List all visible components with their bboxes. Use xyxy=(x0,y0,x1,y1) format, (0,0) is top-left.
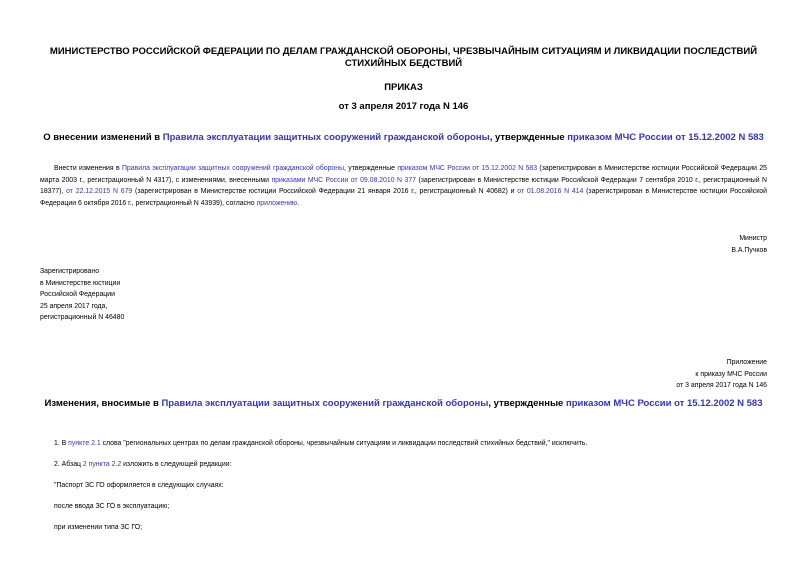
registration-line: в Министерстве юстиции xyxy=(40,279,121,287)
intro-link-order-679[interactable]: от 22.12.2015 N 679 xyxy=(66,188,133,195)
change-item-4: после ввода ЗС ГО в эксплуатацию; xyxy=(54,503,170,510)
doc-date: от 3 апреля 2017 года N 146 xyxy=(338,101,469,112)
subject-text-pre: О внесении изменений в xyxy=(43,132,163,143)
signature-name: В.А.Пучков xyxy=(731,246,767,254)
subject-link-order[interactable]: приказом МЧС России от 15.12.2002 N 583 xyxy=(567,132,764,143)
changes-text-mid: , утвержденные xyxy=(488,398,566,409)
intro-link-order-377[interactable]: приказами МЧС России от 09.08.2010 N 377 xyxy=(271,176,416,184)
change-item-1 xyxy=(54,438,767,450)
intro-text: Внести изменения в xyxy=(54,165,122,172)
intro-text: (зарегистрирован в Министерстве юстиции Российской Федерации 6 октября 2016 г., регистрационный N 43939), согласно xyxy=(40,188,767,207)
ministry-header: МИНИСТЕРСТВО РОССИЙСКОЙ ФЕДЕРАЦИИ ПО ДЕЛАМ ГРАЖДАНСКОЙ ОБОРОНЫ, ЧРЕЗВЫЧАЙНЫМ СИТУАЦИЯМ И ЛИКВИДАЦИИ ПОСЛЕДСТВИЙ СТИХИЙНЫХ БЕДСТВИЙ xyxy=(49,46,758,69)
item-link-point-2-1[interactable]: пункте 2.1 xyxy=(68,440,101,447)
intro-link-order-583[interactable]: приказом МЧС России от 15.12.2002 N 583 xyxy=(397,165,538,172)
item-text: 2. Абзац xyxy=(54,461,83,468)
intro-paragraph xyxy=(40,163,767,209)
registration-line: 25 апреля 2017 года, xyxy=(40,302,108,310)
item-link-paragraph-2[interactable]: 2 xyxy=(82,461,87,468)
changes-title xyxy=(0,398,807,409)
doc-type: ПРИКАЗ xyxy=(384,82,423,93)
intro-link-order-414[interactable]: от 01.08.2016 N 414 xyxy=(517,188,584,195)
subject-link-rules[interactable]: Правила эксплуатации защитных сооружений гражданской обороны xyxy=(162,132,490,143)
registration-line: Российской Федерации xyxy=(40,291,115,298)
intro-text: (зарегистрирован в Министерстве юстиции Российской Федерации 25 марта 2003 г., регистрационный N 4317), с изменениями, внесенными xyxy=(40,165,767,184)
intro-text: (зарегистрирован в Министерстве юстиции Российской Федерации 21 января 2016 г., регистрационный N 40682) и xyxy=(132,188,518,195)
registration-block xyxy=(40,266,260,324)
appendix-ref-line: от 3 апреля 2017 года N 146 xyxy=(676,382,767,389)
item-link-point-2-2[interactable]: пункта 2.2 xyxy=(88,461,122,468)
change-item-2 xyxy=(54,459,767,471)
intro-text: . xyxy=(297,199,300,207)
appendix-ref-line: Приложение xyxy=(726,359,767,366)
intro-text: (зарегистрирован в Министерстве юстиции Российской Федерации 7 сентября 2010 г., регистрационный N 18377), xyxy=(40,176,768,195)
intro-link-appendix[interactable]: приложению xyxy=(256,199,298,207)
subject-text-mid: , утвержденные xyxy=(489,132,568,143)
subject-title xyxy=(0,132,807,143)
appendix-ref-line: к приказу МЧС России xyxy=(695,370,767,378)
intro-link-rules[interactable]: Правила эксплуатации защитных сооружений гражданской обороны xyxy=(121,165,345,172)
change-item-3: "Паспорт ЗС ГО оформляется в следующих случаях: xyxy=(54,482,224,489)
intro-text: , утвержденные xyxy=(344,165,398,172)
signature-position: Министр xyxy=(739,235,767,242)
change-item-5: при изменении типа ЗС ГО; xyxy=(54,524,143,531)
signature-block xyxy=(567,233,767,256)
changes-link-order[interactable]: приказом МЧС России от 15.12.2002 N 583 xyxy=(565,398,763,409)
registration-line: регистрационный N 46480 xyxy=(40,314,125,321)
changes-text-pre: Изменения, вносимые в xyxy=(44,398,162,409)
changes-link-rules[interactable]: Правила эксплуатации защитных сооружений гражданской обороны xyxy=(161,398,489,409)
item-text: изложить в следующей редакции: xyxy=(121,461,232,468)
item-text: 1. В xyxy=(54,440,69,447)
item-text: слова "региональных центрах по делам гражданской обороны, чрезвычайным ситуациям и ликвидации последствий стихийных бедствий," исключить. xyxy=(100,440,588,447)
appendix-reference xyxy=(547,357,767,392)
registration-line: Зарегистрировано xyxy=(40,268,100,275)
